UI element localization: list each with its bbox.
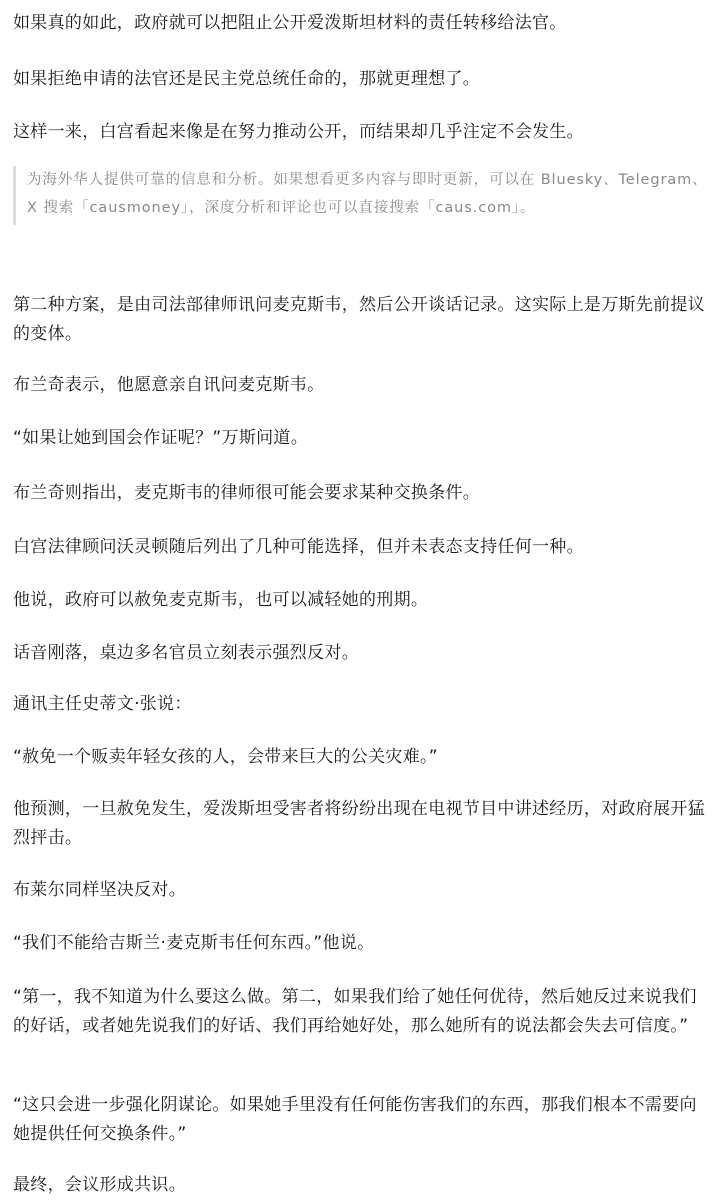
paragraph: 他说，政府可以赦免麦克斯韦，也可以减轻她的刑期。 (13, 590, 429, 610)
paragraph: 话音刚落，桌边多名官员立刻表示强烈反对。 (13, 643, 359, 663)
paragraph: “赦免一个贩卖年轻女孩的人，会带来巨大的公关灾难。” (13, 747, 438, 767)
paragraph: “第一，我不知道为什么要这么做。第二，如果我们给了她任何优待，然后她反过来说我们的好话，或者她先说我们的好话、我们再给她好处，那么她所有的说法都会失去可信度。” (13, 987, 697, 1036)
paragraph: 如果真的如此，政府就可以把阻止公开爱泼斯坦材料的责任转移给法官。 (13, 13, 567, 33)
paragraph: 如果拒绝申请的法官还是民主党总统任命的，那就更理想了。 (13, 69, 481, 89)
paragraph: 这样一来，白宫看起来像是在努力推动公开，而结果却几乎注定不会发生。 (13, 122, 584, 142)
paragraph: “这只会进一步强化阴谋论。如果她手里没有任何能伤害我们的东西，那我们根本不需要向她提供任何交换条件。” (13, 1095, 697, 1144)
paragraph: 布兰奇表示，他愿意亲自讯问麦克斯韦。 (13, 375, 325, 395)
paragraph: 他预测，一旦赦免发生，爱泼斯坦受害者将纷纷出现在电视节目中讲述经历，对政府展开猛烈抨击。 (13, 799, 705, 848)
paragraph: “我们不能给吉斯兰·麦克斯韦任何东西。”他说。 (13, 933, 375, 953)
paragraph: 通讯主任史蒂文·张说： (13, 694, 192, 714)
paragraph: 布兰奇则指出，麦克斯韦的律师很可能会要求某种交换条件。 (13, 483, 481, 503)
paragraph: 布莱尔同样坚决反对。 (13, 880, 186, 900)
paragraph: 第二种方案，是由司法部律师讯问麦克斯韦，然后公开谈话记录。这实际上是万斯先前提议的变体。 (13, 295, 705, 344)
paragraph: 最终，会议形成共识。 (13, 1175, 186, 1195)
paragraph: “如果让她到国会作证呢？”万斯问道。 (13, 428, 309, 448)
notice-text: 为海外华人提供可靠的信息和分析。如果想看更多内容与即时更新，可以在 Bluesky、Telegram、X 搜索「causmoney」，深度分析和评论也可以直接搜索「caus.com」。 (27, 172, 708, 216)
paragraph: 白宫法律顾问沃灵顿随后列出了几种可能选择，但并未表态支持任何一种。 (13, 537, 584, 557)
notice-blockquote (13, 166, 709, 225)
